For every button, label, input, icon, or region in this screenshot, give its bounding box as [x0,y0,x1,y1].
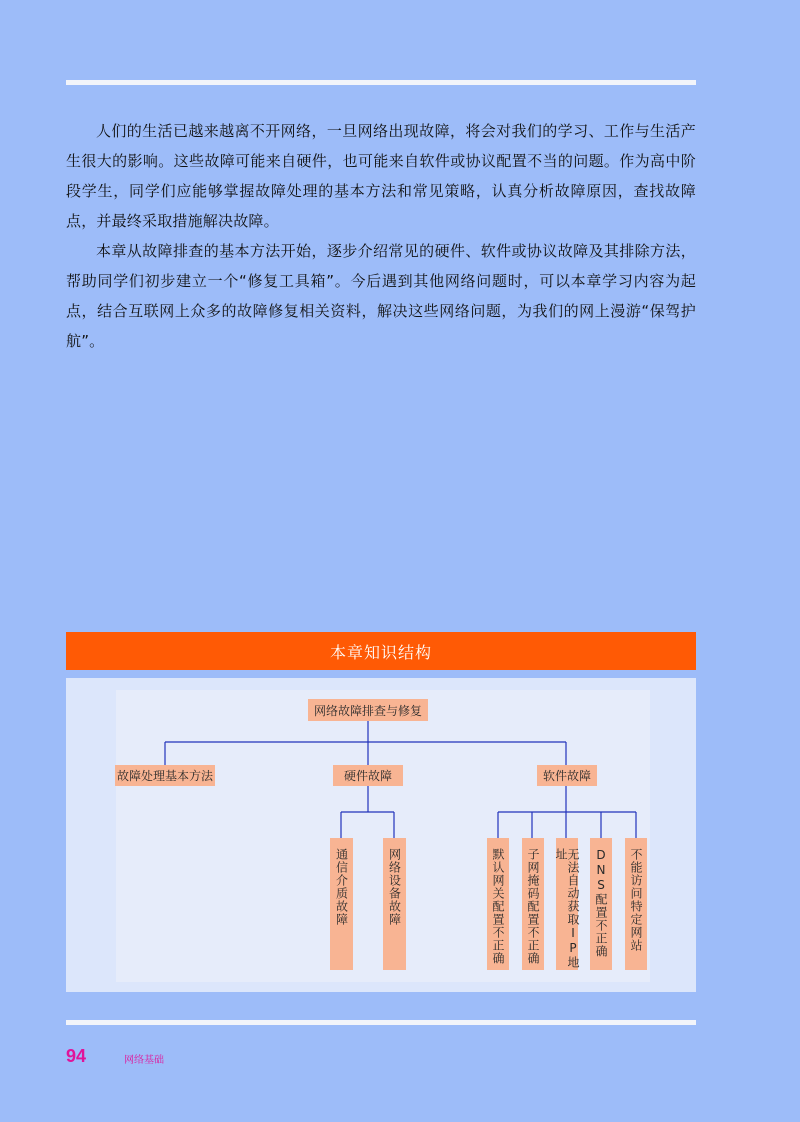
diagram-node-device-fault: 网络设备故障 [383,838,406,970]
diagram-node-default-gateway: 默认网关配置不正确 [487,838,509,970]
intro-paragraph-1: 人们的生活已越来越离不开网络，一旦网络出现故障，将会对我们的学习、工作与生活产生很大的影响。这些故障可能来自硬件，也可能来自软件或协议配置不当的问题。作为高中阶段学生，同学们应能够掌握故障处理的基本方法和常见策略，认真分析故障原因，查找故障点，并最终采取措施解决故障。 [66,122,696,230]
chapter-intro [66,116,696,356]
knowledge-structure-title: 本章知识结构 [329,642,432,662]
diagram-node-medium-fault: 通信介质故障 [330,838,353,970]
bottom-rule [66,1020,696,1025]
intro-paragraph-2: 本章从故障排查的基本方法开始，逐步介绍常见的硬件、软件或协议故障及其排除方法，帮助同学们初步建立一个“修复工具箱”。今后遇到其他网络问题时，可以本章学习内容为起点，结合互联网上众多的故障修复相关资料，解决这些网络问题，为我们的网上漫游“保驾护航”。 [66,242,696,350]
diagram-node-subnet-mask: 子网掩码配置不正确 [522,838,544,970]
diagram-root-node: 网络故障排查与修复 [308,699,428,721]
page-number: 94 [66,1046,87,1066]
knowledge-structure-panel [66,678,696,992]
diagram-node-auto-ip: 无法自动获取IP地址 [556,838,578,970]
knowledge-structure-header [66,632,696,670]
diagram-node-hardware: 硬件故障 [333,765,403,786]
diagram-node-basic-methods: 故障处理基本方法 [115,765,215,786]
diagram-node-specific-site: 不能访问特定网站 [625,838,647,970]
running-head: 网络基础 [124,1055,164,1066]
top-rule [66,80,696,85]
diagram-node-dns-config: DNS配置不正确 [590,838,612,970]
diagram-node-software: 软件故障 [537,765,597,786]
